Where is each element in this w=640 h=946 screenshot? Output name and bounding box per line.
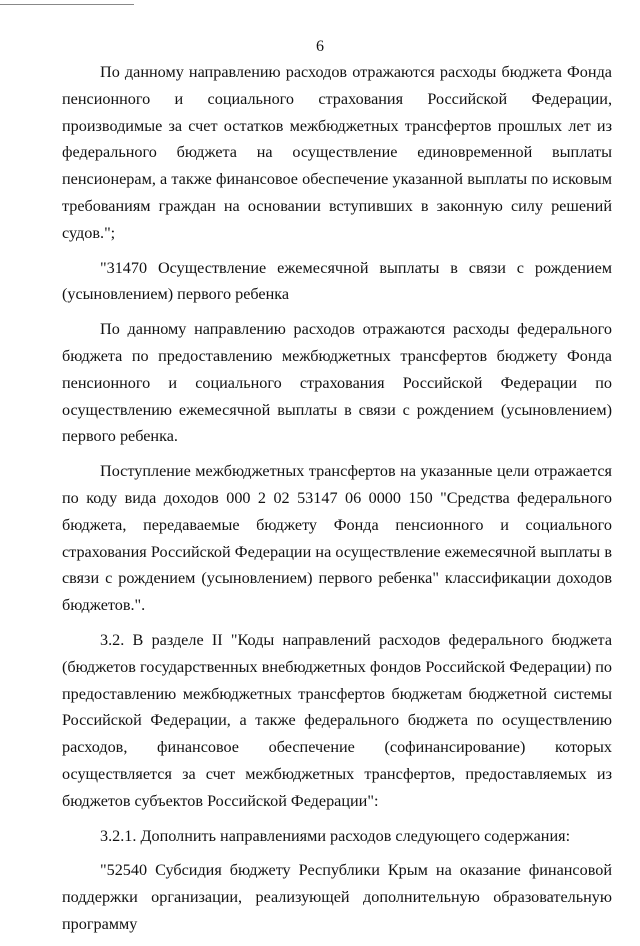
document-body bbox=[62, 59, 612, 946]
page-number: 6 bbox=[316, 38, 324, 55]
paragraph-pension-expenses: По данному направлению расходов отражаются расходы бюджета Фонда пенсионного и социального страхования Российской Федерации, производимые за счет остатков межбюджетных трансфертов прошлых лет из федерального бюджета на осуществление единовременной выплаты пенсионерам, а также финансовое обеспечение указанной выплаты по исковым требованиям граждан на основании вступивших в законную силу решений судов."; bbox=[62, 63, 612, 242]
paragraph-section-3-2-1: 3.2.1. Дополнить направлениями расходов следующего содержания: bbox=[100, 826, 571, 845]
paragraph-code-31470: "31470 Осуществление ежемесячной выплаты в связи с рождением (усыновлением) первого ребенка bbox=[62, 258, 612, 304]
paragraph-income-code: Поступление межбюджетных трансфертов на указанные цели отражается по коду вида доходов 000 2 02 53147 06 0000 150 "Средства федерального бюджета, передаваемые бюджету Фонда пенсионного и социального страхования Российской Федерации на осуществление ежемесячной выплаты в связи с рождением (усыновлением) первого ребенка" классификации доходов бюджетов.". bbox=[62, 462, 612, 615]
top-edge-rule bbox=[0, 4, 134, 5]
paragraph-code-52540: "52540 Субсидия бюджету Республики Крым на оказание финансовой поддержки организации, реализующей дополнительную образовательную программу bbox=[62, 861, 612, 933]
paragraph-section-3-2: 3.2. В разделе II "Коды направлений расходов федерального бюджета (бюджетов государственных внебюджетных фондов Российской Федерации) по предоставлению межбюджетных трансфертов бюджетам бюджетной системы Российской Федерации, а также федерального бюджета по осуществлению расходов, финансовое обеспечение (софинансирование) которых осуществляется за счет межбюджетных трансфертов, предоставляемых из бюджетов субъектов Российской Федерации": bbox=[62, 630, 612, 810]
paragraph-federal-expenses: По данному направлению расходов отражаются расходы федерального бюджета по предоставлению межбюджетных трансфертов бюджету Фонда пенсионного и социального страхования Российской Федерации по осуществлению ежемесячной выплаты в связи с рождением (усыновлением) первого ребенка. bbox=[62, 320, 612, 446]
